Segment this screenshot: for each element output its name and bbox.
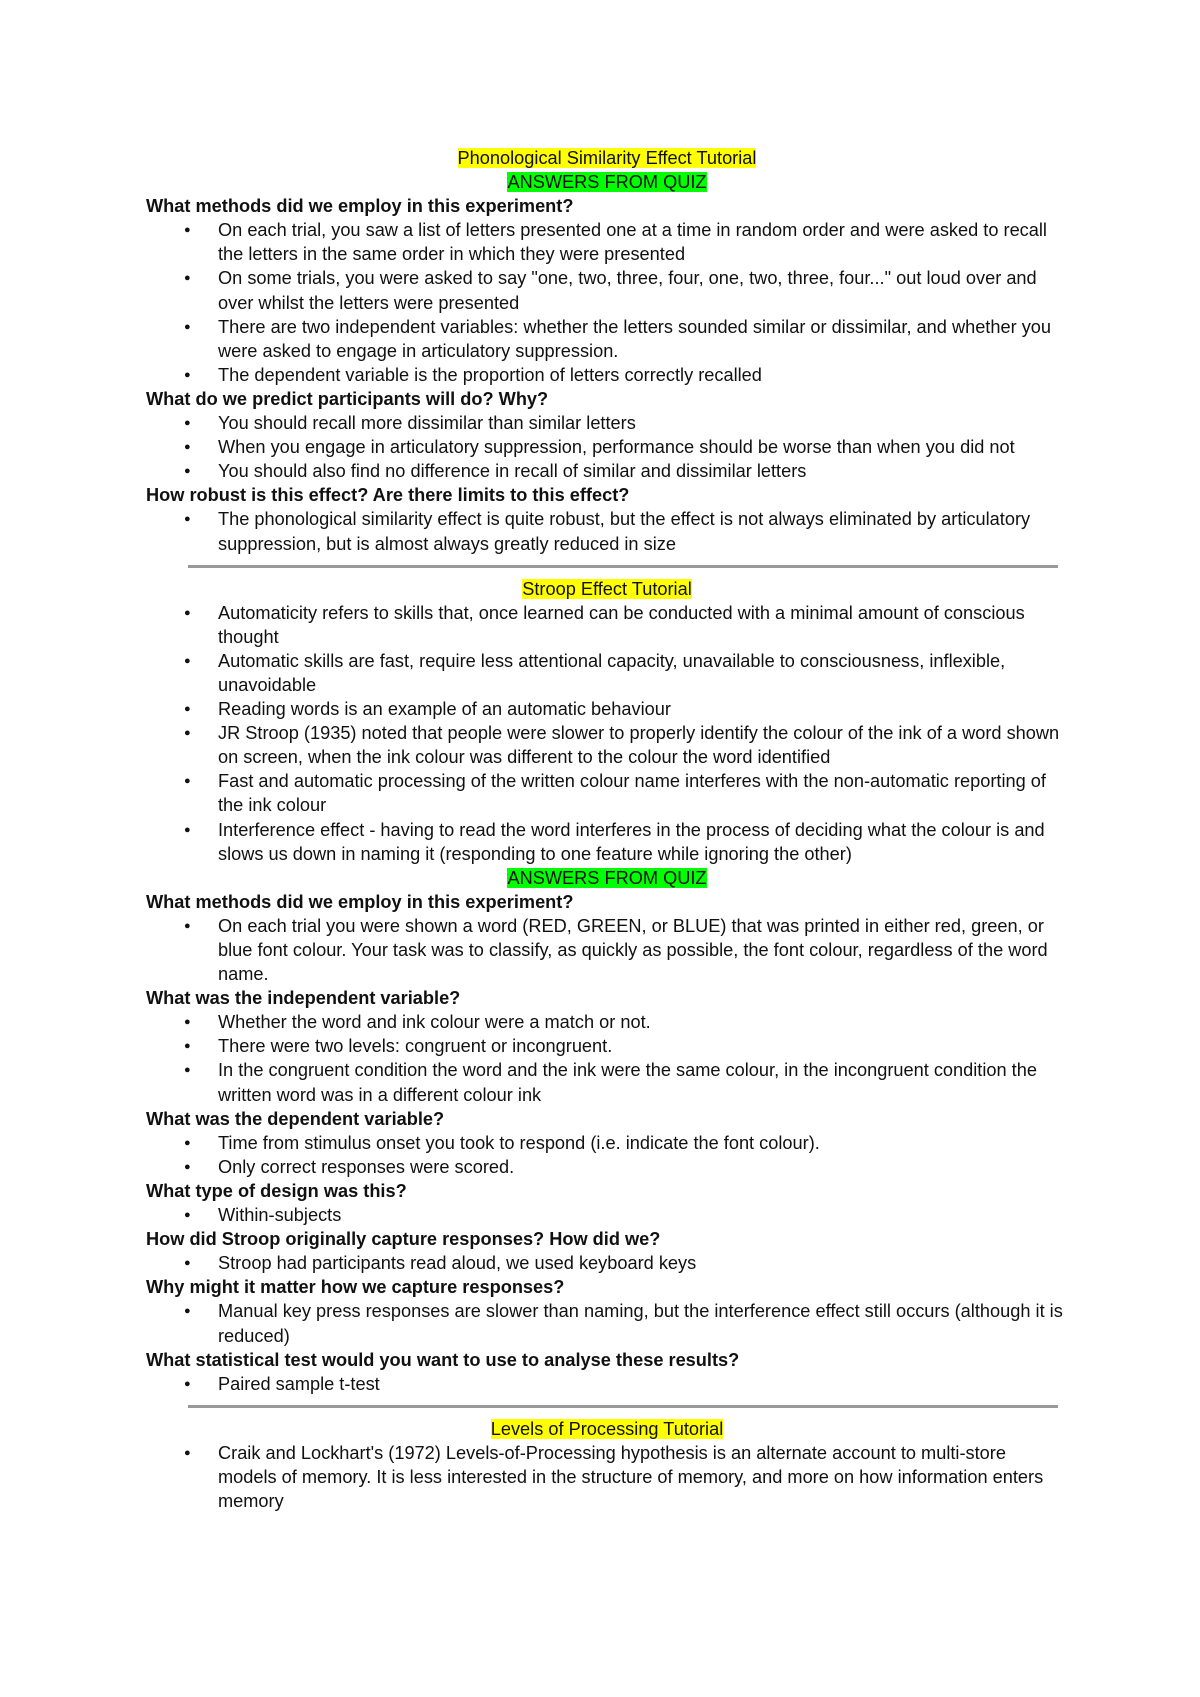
quiz-label-text: ANSWERS FROM QUIZ <box>507 867 707 888</box>
bullet-item: ● When you engage in articulatory suppression, performance should be worse than when you did not <box>146 435 1068 459</box>
question-heading: Why might it matter how we capture responses? <box>146 1277 565 1298</box>
section-title-text: Stroop Effect Tutorial <box>522 578 692 599</box>
horizontal-divider <box>188 1405 1058 1408</box>
bullet-list <box>146 914 1068 986</box>
bullet-item: ● Automaticity refers to skills that, once learned can be conducted with a minimal amount of conscious thought <box>146 601 1068 649</box>
question-heading: What type of design was this? <box>146 1180 407 1201</box>
bullet-item: ● JR Stroop (1935) noted that people were slower to properly identify the colour of the ink of a word shown on screen, when the ink colour was different to the colour the word identified <box>146 721 1068 769</box>
bullet-list <box>146 1372 1068 1396</box>
bullet-list <box>146 1441 1068 1513</box>
bullet-item: ● Stroop had participants read aloud, we used keyboard keys <box>146 1251 1068 1275</box>
bullet-item: ● There are two independent variables: whether the letters sounded similar or dissimilar, and whether you were asked to engage in articulatory suppression. <box>146 315 1068 363</box>
bullet-item: ● The phonological similarity effect is quite robust, but the effect is not always eliminated by articulatory suppression, but is almost always greatly reduced in size <box>146 507 1068 555</box>
bullet-item: ● Fast and automatic processing of the written colour name interferes with the non-automatic reporting of the ink colour <box>146 769 1068 817</box>
question-heading: What methods did we employ in this experiment? <box>146 891 574 912</box>
bullet-item: ● Manual key press responses are slower than naming, but the interference effect still occurs (although it is reduced) <box>146 1299 1068 1347</box>
question-heading: What methods did we employ in this experiment? <box>146 196 574 217</box>
bullet-item: ● Craik and Lockhart's (1972) Levels-of-Processing hypothesis is an alternate account to multi-store models of memory. It is less interested in the structure of memory, and more on how information enters memory <box>146 1441 1068 1513</box>
question-heading: What was the independent variable? <box>146 988 461 1009</box>
question-heading: What was the dependent variable? <box>146 1108 445 1129</box>
bullet-item: ● On each trial you were shown a word (RED, GREEN, or BLUE) that was printed in either red, green, or blue font colour. Your task was to classify, as quickly as possible, the font colour, regardless of the word name. <box>146 914 1068 986</box>
bullet-item: ● On each trial, you saw a list of letters presented one at a time in random order and were asked to recall the letters in the same order in which they were presented <box>146 218 1068 266</box>
question-heading: What do we predict participants will do? Why? <box>146 388 549 409</box>
section-title-text: Levels of Processing Tutorial <box>490 1418 724 1439</box>
bullet-list <box>146 411 1068 483</box>
document-page <box>146 146 1068 1513</box>
quiz-label <box>146 170 1068 194</box>
bullet-item: ● On some trials, you were asked to say "one, two, three, four, one, two, three, four..." out loud over and over whilst the letters were presented <box>146 266 1068 314</box>
section-title <box>146 577 1068 601</box>
question-heading: How robust is this effect? Are there limits to this effect? <box>146 485 630 506</box>
bullet-list <box>146 507 1068 555</box>
bullet-item: ● Automatic skills are fast, require less attentional capacity, unavailable to consciousness, inflexible, unavoidable <box>146 649 1068 697</box>
bullet-item: ● Reading words is an example of an automatic behaviour <box>146 697 1068 721</box>
bullet-item: ● Interference effect - having to read the word interferes in the process of deciding what the colour is and slows us down in naming it (responding to one feature while ignoring the other) <box>146 818 1068 866</box>
quiz-label-text: ANSWERS FROM QUIZ <box>507 172 707 193</box>
bullet-item: ● Only correct responses were scored. <box>146 1155 1068 1179</box>
bullet-item: ● Within-subjects <box>146 1203 1068 1227</box>
bullet-item: ● Time from stimulus onset you took to respond (i.e. indicate the font colour). <box>146 1131 1068 1155</box>
section-title-text: Phonological Similarity Effect Tutorial <box>457 148 757 168</box>
bullet-item: ● Paired sample t-test <box>146 1372 1068 1396</box>
bullet-list <box>146 1299 1068 1347</box>
bullet-item: ● You should recall more dissimilar than similar letters <box>146 411 1068 435</box>
bullet-item: ● There were two levels: congruent or incongruent. <box>146 1034 1068 1058</box>
bullet-list <box>146 1251 1068 1275</box>
question-heading: What statistical test would you want to use to analyse these results? <box>146 1349 740 1370</box>
bullet-item: ● The dependent variable is the proportion of letters correctly recalled <box>146 363 1068 387</box>
bullet-list <box>146 218 1068 387</box>
bullet-list <box>146 1010 1068 1106</box>
section-title <box>146 1417 1068 1441</box>
bullet-list <box>146 601 1068 866</box>
bullet-list <box>146 1131 1068 1179</box>
horizontal-divider <box>188 565 1058 568</box>
quiz-label <box>146 866 1068 890</box>
bullet-item: ● Whether the word and ink colour were a match or not. <box>146 1010 1068 1034</box>
bullet-item: ● In the congruent condition the word and the ink were the same colour, in the incongruent condition the written word was in a different colour ink <box>146 1058 1068 1106</box>
question-heading: How did Stroop originally capture responses? How did we? <box>146 1229 661 1250</box>
section-title <box>146 146 1068 170</box>
bullet-list <box>146 1203 1068 1227</box>
bullet-item: ● You should also find no difference in recall of similar and dissimilar letters <box>146 459 1068 483</box>
